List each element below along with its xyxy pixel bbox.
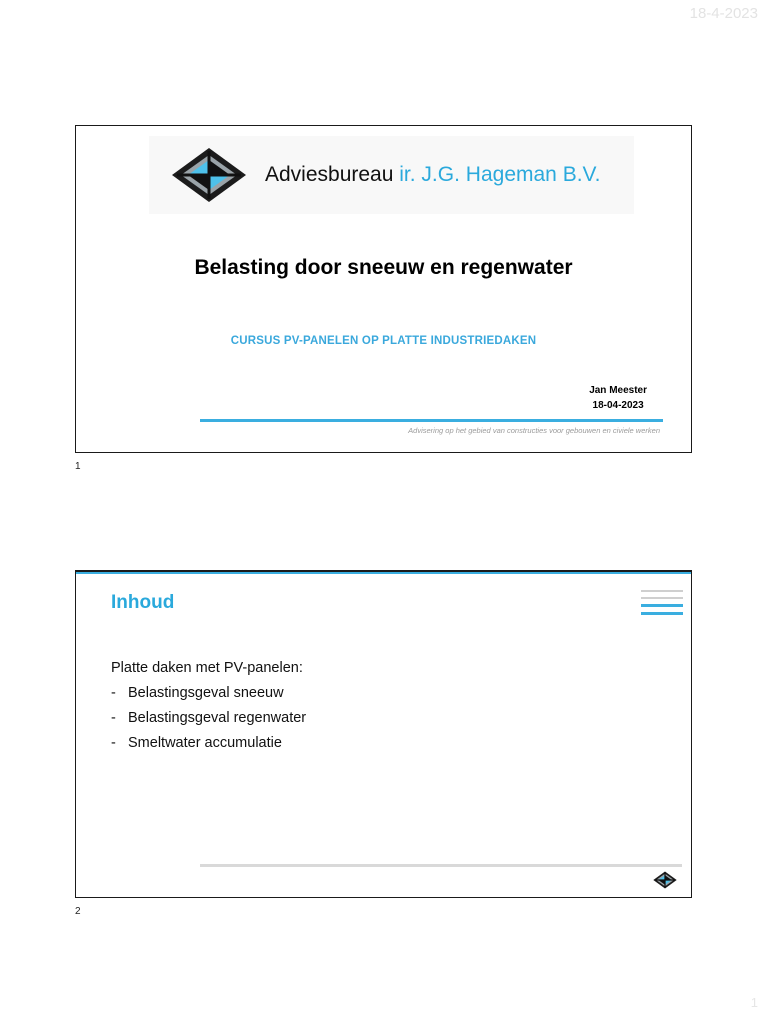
company-name-hageman: Hageman: [465, 163, 557, 186]
company-logo-icon: [171, 147, 247, 203]
content-intro: Platte daken met PV-panelen:: [111, 660, 303, 676]
content-list: [111, 681, 306, 756]
list-item: - Smeltwater accumulatie: [111, 731, 306, 756]
slide-title: Inhoud: [111, 592, 175, 613]
top-accent-line: [76, 572, 691, 574]
author-block: [589, 383, 647, 413]
page-date: 18-4-2023: [689, 5, 758, 22]
company-logo-icon: [653, 871, 677, 889]
slide-number-1: 1: [75, 461, 81, 472]
slide-title: Belasting door sneeuw en regenwater: [194, 256, 573, 279]
list-item: - Belastingsgeval sneeuw: [111, 681, 306, 706]
company-name-part: Adviesbureau: [265, 163, 394, 186]
company-logo-banner: [149, 136, 634, 214]
slide-subtitle: CURSUS PV-PANELEN OP PLATTE INDUSTRIEDAKEN: [230, 335, 537, 347]
company-name-suffix: B.V.: [562, 163, 601, 186]
company-name-initials: ir. J.G.: [399, 163, 460, 186]
list-item: - Belastingsgeval regenwater: [111, 706, 306, 731]
page-number: 1: [750, 995, 758, 1010]
slide-2: [75, 570, 692, 898]
decorative-lines: [641, 590, 683, 620]
divider-line: [200, 419, 663, 422]
author-name: Jan Meester: [589, 385, 647, 396]
divider-line: [200, 864, 682, 867]
presentation-date: 18-04-2023: [592, 400, 644, 411]
slide-1: [75, 125, 692, 453]
slide-number-2: 2: [75, 906, 81, 917]
tagline: Advisering op het gebied van constructies voor gebouwen en civiele werken: [408, 426, 660, 435]
company-name: [265, 163, 600, 187]
slide-content: [111, 656, 306, 756]
